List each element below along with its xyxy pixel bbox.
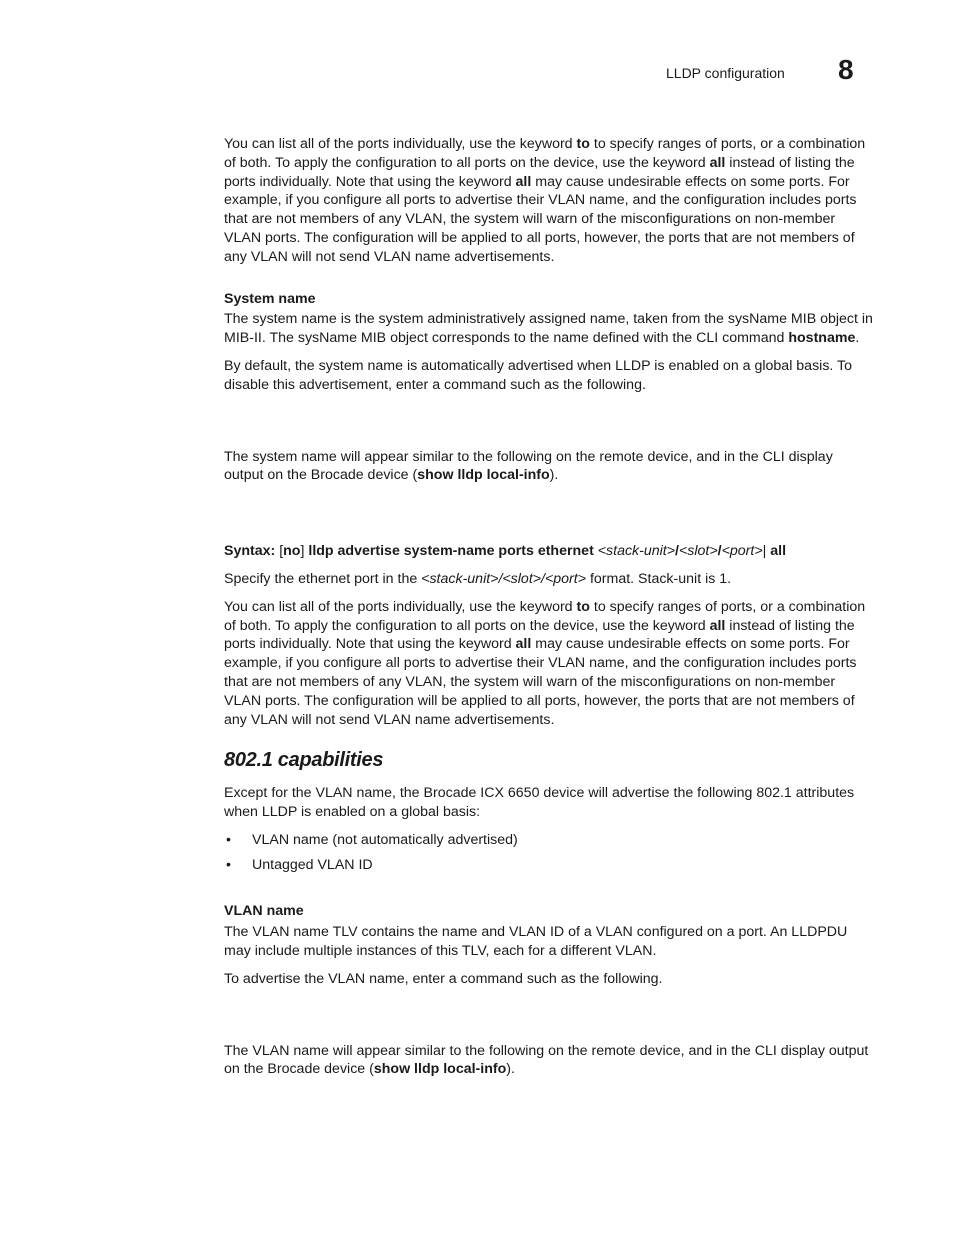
syntax-line: Syntax: [no] lldp advertise system-name ports ethernet <stack-unit>/<slot>/<port>| all [224,543,787,560]
capabilities-list [224,831,874,875]
list-item: • Untagged VLAN ID [226,856,373,873]
list-item: • VLAN name (not automatically advertised) [226,831,518,848]
keyword-all: all [709,154,726,171]
bullet-icon: • [226,856,231,873]
section-title-802-1: 802.1 capabilities [224,749,384,772]
command-show-lldp: show lldp local-info [373,1061,507,1078]
vlan-name-remote-paragraph: The VLAN name will appear similar to the following on the remote device, and in the CLI display output on the Brocade device (show lldp local-info). [224,1042,869,1078]
keyword-all: all [515,173,532,190]
chapter-number: 8 [838,54,854,85]
ports-paragraph-1: You can list all of the ports individually, use the keyword to to specify ranges of ports, or a combination of both. To apply the configuration to all ports on the device, use the keyword all instead of listing the ports individually. Note that using the keyword all may cause undesirable effects on some ports. For example, if you configure all ports to advertise their VLAN name, and the configuration includes ports that are not members of any VLAN, the system will warn of the misconfigurations on non-member VLAN ports. The configuration will be applied to all ports, however, the ports that are not members of any VLAN will not send VLAN name advertisements. [224,136,866,265]
keyword-to: to [576,136,590,152]
system-name-default-paragraph: By default, the system name is automatically advertised when LLDP is enabled on a global basis. To disable this advertisement, enter a command such as the following. [224,357,853,393]
capabilities-intro: Except for the VLAN name, the Brocade ICX 6650 device will advertise the following 802.1 attributes when LLDP is enabled on a global basis: [224,785,855,820]
bullet-icon: • [226,831,231,848]
keyword-all: all [515,636,532,653]
keyword-to: to [576,598,590,615]
vlan-name-paragraph: The VLAN name TLV contains the name and VLAN ID of a VLAN configured on a port. An LLDPDU may include multiple instances of this TLV, each for a different VLAN. [224,924,848,959]
specify-paragraph: Specify the ethernet port in the <stack-unit>/<slot>/<port> format. Stack-unit is 1. [224,570,732,587]
keyword-all: all [709,617,726,634]
page-body [224,135,874,1088]
ports-paragraph-2: You can list all of the ports individually, use the keyword to to specify ranges of ports, or a combination of both. To apply the configuration to all ports on the device, use the keyword all instead of listing the ports individually. Note that using the keyword all may cause undesirable effects on some ports. For example, if you configure all ports to advertise their VLAN name, and the configuration includes ports that are not members of any VLAN, the system will warn of the misconfigurations on non-member VLAN ports. The configuration will be applied to all ports, however, the ports that are not members of any VLAN will not send VLAN name advertisements. [224,598,866,728]
chapter-title: LLDP configuration [666,65,785,81]
system-name-heading: System name [224,290,316,307]
system-name-paragraph: The system name is the system administratively assigned name, taken from the sysName MIB object in MIB-II. The sysName MIB object corresponds to the name defined with the CLI command hostname. [224,311,873,347]
system-name-remote-paragraph: The system name will appear similar to the following on the remote device, and in the CLI display output on the Brocade device (show lldp local-info). [224,448,833,484]
vlan-name-heading: VLAN name [224,903,304,920]
keyword-hostname: hostname [788,330,856,347]
command-show-lldp: show lldp local-info [417,467,550,484]
vlan-name-advertise-paragraph: To advertise the VLAN name, enter a command such as the following. [224,970,663,987]
